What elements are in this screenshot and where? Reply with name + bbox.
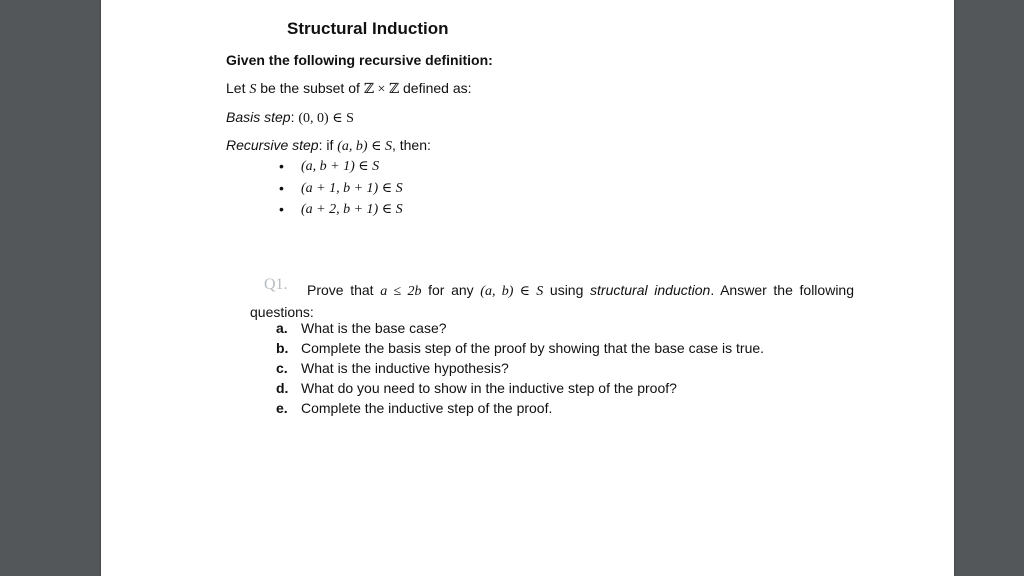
recursive-item-expr: (a, b + 1) ∈ S (301, 159, 380, 174)
page-title: Structural Induction (287, 19, 449, 38)
recursive-item-expr: (a + 1, b + 1) ∈ S (301, 181, 403, 196)
question-using: using (543, 282, 591, 298)
part-label: b. (276, 340, 289, 356)
definition-suffix: defined as: (399, 80, 472, 96)
document-page (101, 0, 954, 576)
question-element: (a, b) ∈ S (480, 284, 544, 299)
definition-line (226, 80, 472, 98)
question-method: structural induction (590, 282, 711, 298)
definition-middle: be the subset of (256, 80, 364, 96)
recursive-item-expr: (a + 2, b + 1) ∈ S (301, 202, 403, 217)
recursive-label: Recursive step (226, 137, 319, 153)
question-prove: Prove that (307, 282, 381, 298)
question-text (250, 280, 854, 322)
subheading: Given the following recursive definition: (226, 52, 493, 68)
part-text: Complete the inductive step of the proof. (301, 400, 553, 416)
bullet-icon: • (279, 201, 284, 217)
part-text: What is the inductive hypothesis? (301, 360, 509, 376)
basis-line (226, 109, 354, 127)
bullet-icon: • (279, 180, 284, 196)
part-text: What is the base case? (301, 320, 447, 336)
basis-label: Basis step (226, 109, 291, 125)
recursive-then: , then: (391, 137, 431, 153)
question-claim: a ≤ 2b (380, 284, 422, 299)
part-label: d. (276, 380, 289, 396)
question-marker: Q1. (264, 276, 288, 293)
part-label: c. (276, 360, 288, 376)
part-text: What do you need to show in the inductive step of the proof? (301, 380, 677, 396)
recursive-colon: : if (318, 137, 338, 153)
question-for-any: for any (421, 282, 481, 298)
part-label: e. (276, 400, 288, 416)
basis-expr: (0, 0) ∈ S (298, 111, 354, 126)
recursive-line (226, 137, 431, 155)
definition-prefix: Let (226, 80, 250, 96)
definition-set: S (249, 82, 257, 97)
part-text: Complete the basis step of the proof by showing that the base case is true. (301, 340, 765, 356)
bullet-icon: • (279, 158, 284, 174)
part-label: a. (276, 320, 288, 336)
recursive-cond: (a, b) ∈ S (337, 139, 392, 154)
question-rest: . Answer the following questions: (250, 282, 854, 320)
basis-colon: : (290, 109, 299, 125)
definition-domain: ℤ × ℤ (363, 82, 400, 97)
